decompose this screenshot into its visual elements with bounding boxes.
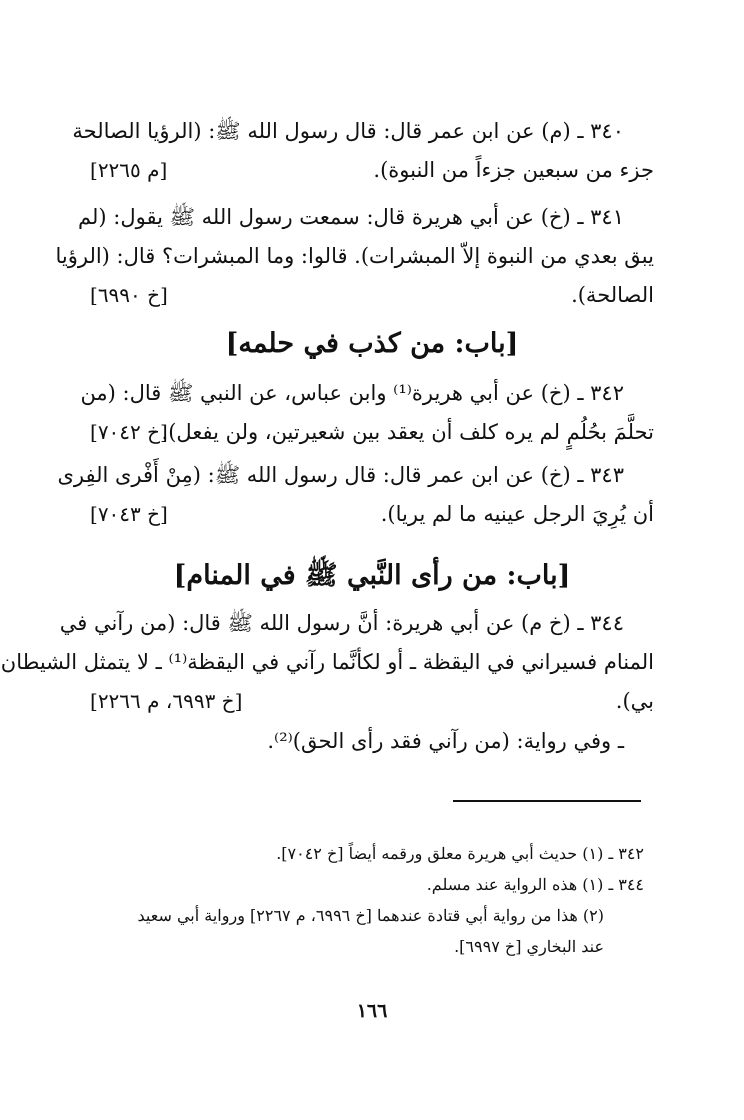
footnote-separator — [453, 800, 641, 802]
hadith-line-text: الصالحة). — [571, 283, 654, 307]
hadith-reference: [خ ٧٠٤٢] — [90, 420, 168, 444]
hadith-341 — [55, 198, 654, 315]
hadith-line: ٣٤٠ ـ (م) عن ابن عمر قال: قال رسول الله ﷺ: (الرؤيا الصالحة — [72, 119, 624, 143]
hadith-line-text: جزء من سبعين جزءاً من النبوة). — [373, 158, 654, 182]
hadith-340 — [72, 112, 654, 190]
hadith-line: ٣٤٢ ـ (خ) عن أبي هريرة⁽¹⁾ وابن عباس، عن النبي ﷺ قال: (من — [80, 381, 624, 405]
hadith-line-last — [90, 413, 654, 452]
hadith-line-last — [90, 682, 654, 721]
footnote: (٢) هذا من رواية أبي قتادة عندهما [خ ٦٩٩٦، م ٢٢٦٧] ورواية أبي سعيد — [137, 906, 604, 925]
hadith-line: ٣٤٤ ـ (خ م) عن أبي هريرة: أنَّ رسول الله ﷺ قال: (من رآني في — [59, 611, 624, 635]
hadith-reference: [م ٢٢٦٥] — [90, 158, 168, 182]
footnote: ٣٤٢ ـ (١) حديث أبي هريرة معلق ورقمه أيضاً [خ ٧٠٤٢]. — [276, 844, 644, 863]
hadith-reference: [خ ٦٩٩٣، م ٢٢٦٦] — [90, 689, 243, 713]
hadith-reference: [خ ٦٩٩٠] — [90, 283, 168, 307]
hadith-line: المنام فسيراني في اليقظة ـ أو لكأنَّما رآني في اليقظة⁽¹⁾ ـ لا يتمثل الشيطان — [0, 650, 654, 674]
hadith-342 — [80, 374, 654, 452]
page-number: ١٦٦ — [356, 1000, 388, 1022]
hadith-line-last — [90, 495, 654, 534]
hadith-343 — [57, 456, 654, 534]
chapter-heading: [باب: من رأى النَّبي ﷺ في المنام] — [173, 560, 571, 591]
chapter-heading: [باب: من كذب في حلمه] — [225, 328, 519, 359]
footnote: ٣٤٤ ـ (١) هذه الرواية عند مسلم. — [426, 875, 644, 894]
hadith-line-text: بي). — [615, 689, 654, 713]
hadith-line: ٣٤٣ ـ (خ) عن ابن عمر قال: قال رسول الله ﷺ: (مِنْ أَفْرى الفِرى — [57, 463, 624, 487]
footnotes — [90, 838, 644, 962]
hadith-line: يبق بعدي من النبوة إلاّ المبشرات). قالوا: وما المبشرات؟ قال: (الرؤيا — [55, 244, 654, 268]
hadith-344 — [0, 604, 654, 721]
hadith-line: ـ وفي رواية: (من رآني فقد رأى الحق)⁽²⁾. — [267, 729, 624, 753]
hadith-line-last — [90, 151, 654, 190]
hadith-line-last — [90, 276, 654, 315]
hadith-line-text: تحلَّمَ بحُلُمٍ لم يره كلف أن يعقد بين شعيرتين، ولن يفعل). — [161, 420, 654, 444]
hadith-reference: [خ ٧٠٤٣] — [90, 502, 168, 526]
hadith-line: ٣٤١ ـ (خ) عن أبي هريرة قال: سمعت رسول الله ﷺ يقول: (لم — [78, 205, 624, 229]
hadith-344-narration — [90, 722, 654, 761]
footnote: عند البخاري [خ ٦٩٩٧]. — [454, 937, 604, 956]
hadith-line-text: أن يُرِيَ الرجل عينيه ما لم يريا). — [380, 502, 654, 526]
